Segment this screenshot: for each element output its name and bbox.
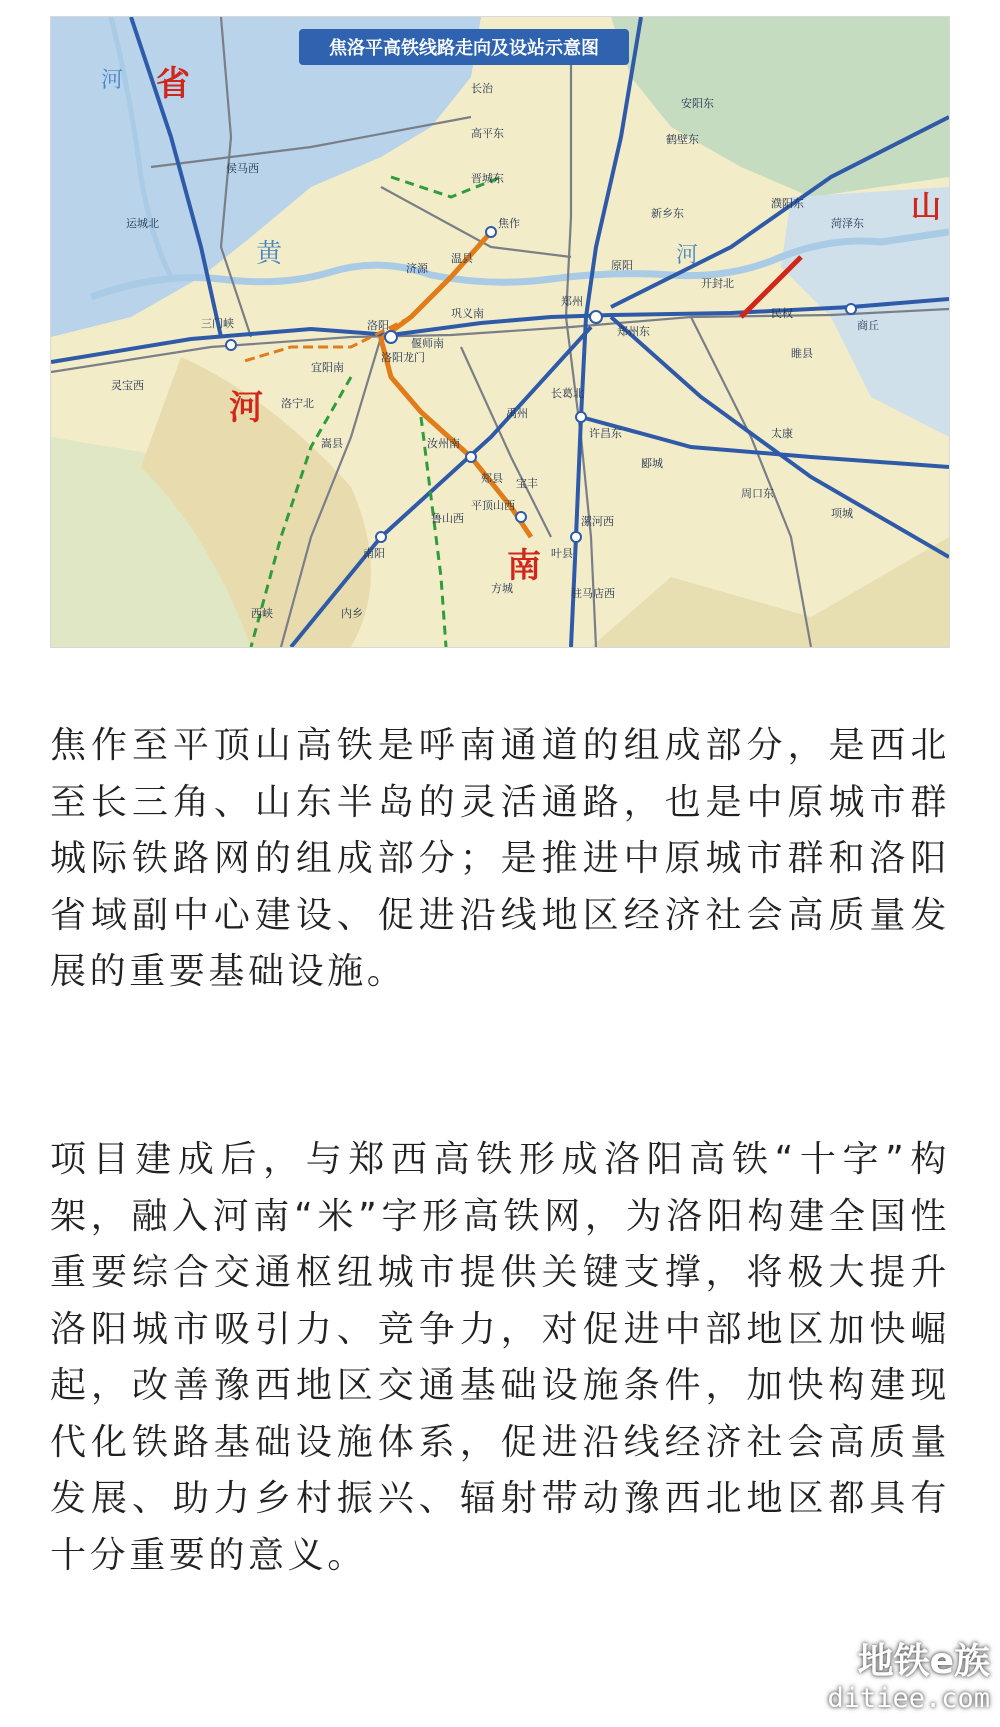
station-label-gaoping: 高平东 — [471, 127, 504, 140]
station-label-zhengzhou-east: 郑州东 — [617, 325, 650, 338]
station-label-hebi-east: 鹤壁东 — [666, 133, 699, 146]
station-marker-jiaozuo — [486, 227, 496, 237]
station-label-changzhi: 长治 — [471, 82, 493, 95]
station-marker-shangqiu — [846, 304, 856, 314]
station-label-houma: 侯马西 — [226, 162, 259, 175]
station-label-jincheng: 晋城东 — [471, 172, 504, 185]
station-marker-zhengzhou — [590, 311, 602, 323]
station-label-puyang: 濮阳东 — [771, 197, 804, 210]
station-label-kaifeng: 开封北 — [701, 277, 734, 290]
article-paragraph-2: 项目建成后，与郑西高铁形成洛阳高铁“十字”构架，融入河南“米”字形高铁网，为洛阳构建全国性重要综合交通枢纽城市提供关键支撑，将极大提升洛阳城市吸引力、竞争力，对促进中部地区加快崛起，改善豫西地区交通基础设施条件，加快构建现代化铁路基础设施体系，促进沿线经济社会高质量发展、助力乡村振兴、辐射带动豫西北地区都具有十分重要的意义。 — [50, 1139, 950, 1576]
station-label-luoyang: 洛阳 — [367, 319, 389, 332]
station-label-lushan: 鲁山西 — [431, 512, 464, 525]
station-label-anyang-east: 安阳东 — [681, 97, 714, 110]
station-label-zhengzhou: 郑州 — [561, 295, 583, 308]
station-label-heze: 菏泽东 — [831, 217, 864, 230]
station-label-xinxiang-east: 新乡东 — [651, 207, 684, 220]
station-label-jiaxian: 郏县 — [481, 472, 503, 485]
station-marker-sanmenxia — [226, 340, 236, 350]
station-label-jiyuan: 济源 — [406, 262, 428, 275]
station-label-changge: 长葛北 — [551, 387, 584, 400]
station-label-yuzhou: 禹州 — [506, 407, 528, 420]
station-label-pingdingshan: 平顶山西 — [471, 499, 515, 512]
station-label-nanyang: 南阳 — [363, 547, 385, 560]
station-label-minquan: 民权 — [771, 307, 793, 320]
river-label-huang: 黄 — [256, 239, 283, 269]
railway-map — [50, 16, 950, 648]
station-label-xiangcheng: 项城 — [831, 507, 853, 520]
station-label-zhumadian: 驻马店西 — [571, 587, 615, 600]
river-label-he-upper: 河 — [101, 68, 124, 93]
station-marker-nanyang — [376, 532, 386, 542]
station-label-yancheng: 郾城 — [641, 457, 663, 470]
station-label-yuanyang: 原阳 — [611, 259, 633, 272]
station-label-ruzhou: 汝州南 — [427, 437, 460, 450]
station-marker-xuchang — [576, 412, 586, 422]
station-label-luning: 洛宁北 — [281, 397, 314, 410]
station-label-ye: 叶县 — [551, 547, 573, 560]
watermark-domain: ditiee.com — [827, 1683, 990, 1714]
station-marker-luohe — [571, 532, 581, 542]
watermark-logo-text: 地铁e族 — [857, 1641, 990, 1682]
station-marker-pingdingshan — [516, 512, 526, 522]
station-label-neixiang: 内乡 — [341, 607, 363, 620]
station-label-luoyang-longmen: 洛阳龙门 — [381, 351, 425, 364]
station-marker-luoyang — [385, 331, 397, 343]
station-label-lingbao: 灵宝西 — [111, 379, 144, 392]
station-label-wenxian: 温县 — [451, 252, 473, 265]
railway-map-svg — [51, 17, 949, 647]
station-label-suixian: 睢县 — [791, 347, 813, 360]
station-label-zhoukou: 周口东 — [741, 487, 774, 500]
station-label-songxian: 嵩县 — [321, 437, 343, 450]
map-title: 焦洛平高铁线路走向及设站示意图 — [329, 38, 599, 59]
station-label-gongyi: 巩义南 — [451, 307, 484, 320]
station-label-jiaozuo: 焦作 — [498, 217, 520, 230]
station-label-xixia: 西峡 — [251, 607, 273, 620]
station-label-sanmenxia: 三门峡 — [201, 317, 234, 330]
article-paragraph-1: 焦作至平顶山高铁是呼南通道的组成部分，是西北至长三角、山东半岛的灵活通路，也是中原城市群城际铁路网的组成部分；是推进中原城市群和洛阳省域副中心建设、促进沿线地区经济社会高质量发展的重要基础设施。 — [50, 725, 950, 992]
province-label-shandong: 山 — [911, 190, 941, 225]
station-label-yuncheng: 运城北 — [126, 217, 159, 230]
province-label-nan: 南 — [507, 546, 541, 586]
river-label-he-right: 河 — [676, 243, 699, 268]
station-label-baofeng: 宝丰 — [516, 477, 538, 490]
province-label-he: 河 — [229, 388, 263, 428]
station-label-xuchang: 许昌东 — [589, 427, 622, 440]
station-label-luohe: 漯河西 — [581, 515, 614, 528]
station-marker-ruzhou — [466, 452, 476, 462]
station-label-fangcheng: 方城 — [491, 582, 513, 595]
site-watermark — [827, 1641, 990, 1715]
station-label-taikang: 太康 — [771, 427, 793, 440]
station-label-yiyang: 宜阳南 — [311, 361, 344, 374]
province-label-shanxi: 省 — [156, 64, 190, 104]
station-label-shangqiu: 商丘 — [857, 319, 879, 332]
station-label-yanshi: 偃师南 — [411, 337, 444, 350]
